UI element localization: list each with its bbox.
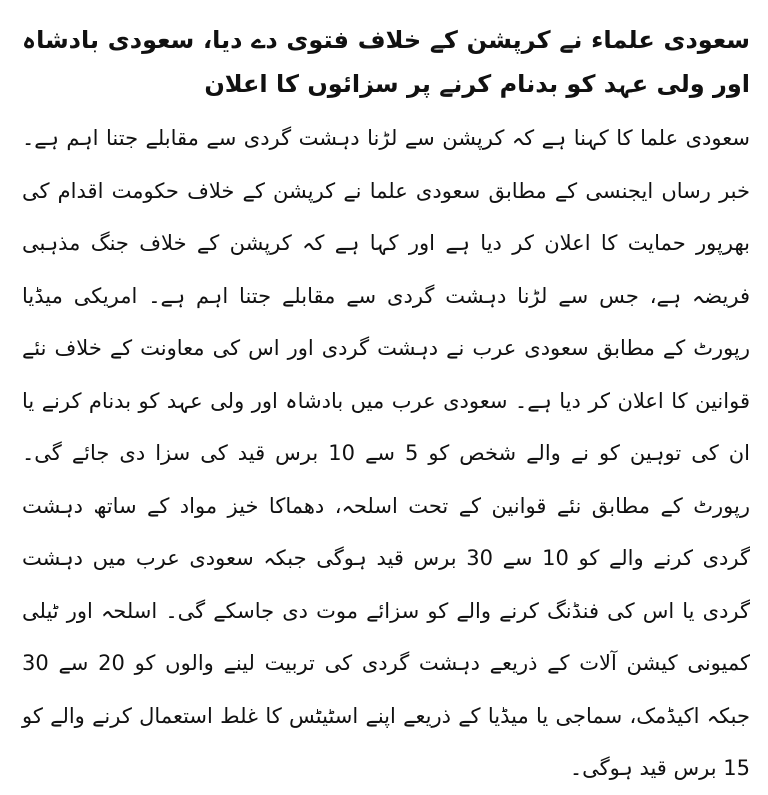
- article-body: سعودی علما کا کہنا ہے کہ کرپشن سے لڑنا دہشت گردی سے مقابلے جتنا اہم ہے۔ خبر رساں ایجنسی کے مطابق سعودی علما نے کرپشن کے خلاف حکومت اقدام کی بھرپور حمایت کا اعلان کر دیا ہے اور کہا ہے کہ کرپشن کے خلاف جنگ مذہبی فریضہ ہے، جس سے لڑنا دہشت گردی سے مقابلے جتنا اہم ہے۔ امریکی میڈیا رپورٹ کے مطابق سعودی عرب نے دہشت گردی اور اس کی معاونت کے خلاف نئے قوانین کا اعلان کر دیا ہے۔ سعودی عرب میں بادشاہ اور ولی عہد کو بدنام کرنے یا ان کی توہین کو نے والے شخص کو 5 سے 10 برس قید کی سزا دی جائے گی۔ رپورٹ کے مطابق نئے قوانین کے تحت اسلحہ، دھماکا خیز مواد کے ساتھ دہشت گردی کرنے والے کو 10 سے 30 برس قید ہوگی جبکہ سعودی عرب میں دہشت گردی یا اس کی فنڈنگ کرنے والے کو سزائے موت دی جاسکے گی۔ اسلحہ اور ٹیلی کمیونی کیشن آلات کے ذریعے دہشت گردی کی تربیت لینے والوں کو 20 سے 30 جبکہ اکیڈمک، سماجی یا میڈیا کے ذریعے اپنے اسٹیٹس کا غلط استعمال کرنے والے کو 15 برس قید ہوگی۔: [22, 126, 750, 780]
- article-headline: سعودی علماء نے کرپشن کے خلاف فتوی دے دیا، سعودی بادشاہ اور ولی عہد کو بدنام کرنے پر سزائوں کا اعلان: [22, 26, 750, 98]
